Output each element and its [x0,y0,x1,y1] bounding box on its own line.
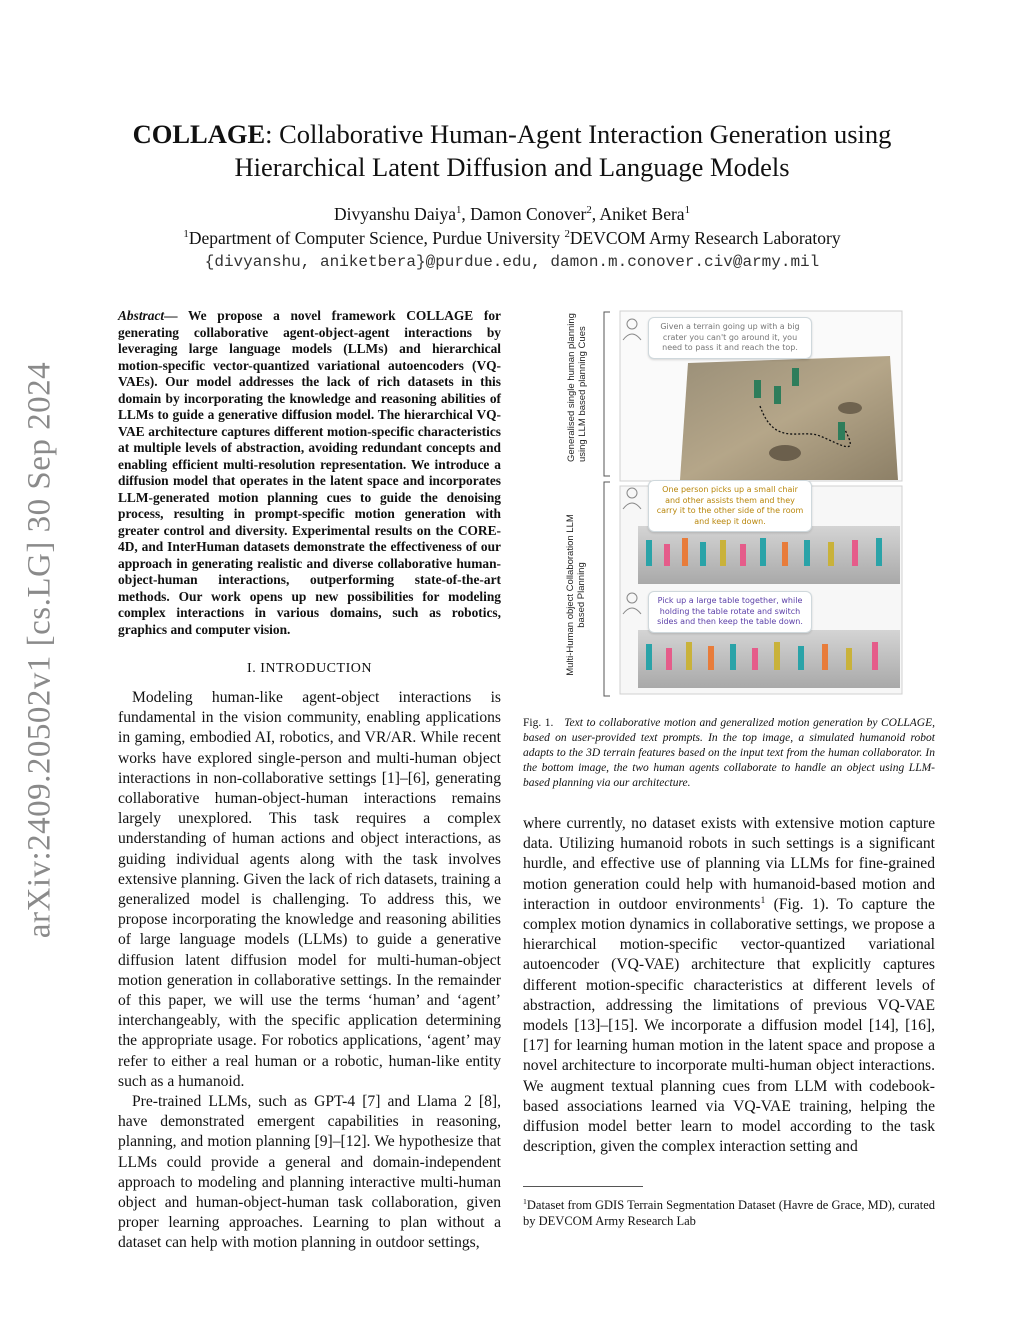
title-bold: COLLAGE [132,119,266,149]
figure-label-top-line2: using LLM based planning Cues [577,326,588,462]
render-strip-2 [638,630,900,688]
footnote-ref: 1 [760,894,766,906]
right-paragraph-1a: where currently, no dataset exists with extensive motion capture data. Utilizing humanoid robots in such settings is a significant hurdle, and effective use of planning via LLMs for fine-grained motion generation could help with humanoid-based motion and interaction in outdoor environments [523,815,935,913]
author-names [110,202,914,226]
caption-label: Fig. 1. [523,717,554,729]
arxiv-identifier: arXiv:2409.20502v1 [cs.LG] 30 Sep 2024 [21,361,58,939]
affil-2: DEVCOM Army Research Laboratory [569,228,841,248]
author-3-sup: 1 [684,204,690,217]
humanoid-2 [774,386,781,404]
crater [769,445,801,461]
intro-paragraph-2: Pre-trained LLMs, such as GPT-4 [7] and Llama 2 [8], have demonstrated emergent capabilities in reasoning, planning, and motion planning [9]–[12]. We hypothesize that LLMs could provide a general and domain-independent approach to modeling and planning interactive multi-human object and human-object-human task collaboration, given proper learning approaches. Learning to plan without a dataset can help with motion planning in outdoor settings, [118,1093,501,1252]
section-heading-introduction: I. INTRODUCTION [247,661,372,676]
title-rest: : Collaborative Human-Agent Interaction Generation using [265,119,892,149]
caption-text: Text to collaborative motion and generalized motion generation by COLLAGE, based on user-provided text prompts. In the top image, a simulated humanoid robot adapts to the 3D terrain features based on the input text from the human collaborator. In the bottom image, the two human agents collaborate to handle an object using LLM-based planning via our architecture. [523,717,936,789]
author-block [110,202,914,274]
figure-label-bottom-line2: based Planning [576,562,587,628]
terrain-image [680,356,898,480]
arxiv-sidebar [8,300,72,1000]
figure-caption [523,716,935,791]
author-emails: {divyanshu, aniketbera}@purdue.edu, damon.m.conover.civ@army.mil [204,253,820,271]
affil-1-sup: 1 [183,228,189,241]
figure-label-top-line1: Generalised single human planning [566,313,577,462]
bracket-top [604,312,610,476]
author-2-sup: 2 [586,204,592,217]
humanoid-4 [838,422,845,440]
affil-1: Department of Computer Science, Purdue University [188,228,565,248]
bracket-bottom [604,482,610,696]
figure-1 [560,308,905,700]
footnote-rule [523,1186,643,1187]
author-2: , Damon Conover [461,204,587,224]
paper-title [110,118,914,184]
author-1-sup: 1 [455,204,462,217]
prompt-bubble-3: Pick up a large table together, while holding the table rotate and switch sides and then keep the table down. [648,591,812,633]
render-strip-1 [638,526,900,584]
right-column-body [523,814,935,1157]
humanoid-3 [792,368,799,386]
prompt-bubble-1: Given a terrain going up with a big crater you can't go around it, you need to pass it and reach the top. [648,317,812,359]
left-column-body [118,688,501,1254]
footnote-number: 1 [523,1196,527,1206]
intro-paragraph-1: Modeling human-like agent-object interactions is fundamental in the vision community, enabling applications in gaming, embodied AI, robotics, and VR/AR. While recent works have explored single-person and multi-human object interactions in non-collaborative settings [1]–[6], generating collaborative human-object-human interactions remains largely unexplored. This task requires a complex understanding of human actions and object interactions, as guiding individual agents along with the task involves extensive planning. Given the lack of rich datasets, training a generalized model is challenging. To address this, we propose incorporating the knowledge and reasoning abilities of large language models (LLMs) to guide a generative diffusion latent diffusion model for multi-human-object motion generation in collaborative settings. In the remainder of this paper, we will use the terms ‘human’ and ‘agent’ interchangeably, with the specific application determining the appropriate usage. For robotics applications, ‘agent’ may refer to either a real human or a robotic, human-like entity such as a humanoid. [118,689,501,1090]
author-1: Divyanshu Daiya [333,204,456,224]
figure-label-bottom-line1: Multi-Human object Collaboration LLM [565,514,576,676]
prompt-bubble-2: One person picks up a small chair and other assists them and they carry it to the other side of the room and keep it down. [648,480,812,532]
footnote [523,1197,935,1229]
right-paragraph-1b: (Fig. 1). To capture the complex motion dynamics in collaborative settings, we propose a hierarchical motion-specific vector-quantized variational autoencoder (VQ-VAE) architecture that explicitly captures different motion-specific characteristics at different levels of abstraction, addressing the limitations of previous VQ-VAE models [13]–[15]. We incorporate a diffusion model [14], [16], [17] for learning human motion in the latent space and propose a novel architecture to incorporate multi-human object interactions. We augment textual planning cues from LLM with codebook-based associations learned via VQ-VAE training, helping the diffusion model better learn to model according to the task description, given the complex interaction setting and [523,895,935,1156]
abstract-label: Abstract [118,308,165,323]
abstract-text: — We propose a novel framework COLLAGE for generating collaborative agent-object-agent interactions by leveraging large language models (LLMs) and hierarchical motion-specific vector-quantized variational autoencoders (VQ-VAEs). Our model addresses the lack of rich datasets in this domain by incorporating the knowledge and reasoning abilities of LLMs to guide a generative diffusion model. The hierarchical VQ-VAE architecture captures different motion-specific characteristics at multiple levels of abstraction, avoiding redundant concepts and enabling efficient multi-resolution representation. We introduce a diffusion model that operates in the latent space and incorporates LLM-generated motion planning cues to guide the denoising process, resulting in prompt-specific motion generation with greater control and diversity. Experimental results on the CORE-4D, and InterHuman datasets demonstrate the effectiveness of our approach in generating realistic and diverse collaborative human-object-human interactions, outperforming state-of-the-art methods. Our work opens up new possibilities for modeling complex interactions in various domains, such as robotics, graphics and computer vision. [118,308,501,637]
affil-2-sup: 2 [564,228,570,241]
footnote-text: Dataset from GDIS Terrain Segmentation Dataset (Havre de Grace, MD), curated by DEVCOM Army Research Lab [523,1198,935,1228]
abstract [118,308,501,638]
title-line2: Hierarchical Latent Diffusion and Language Models [234,152,790,182]
affiliations [110,226,914,250]
right-paragraph-1 [523,814,935,1157]
author-3: , Aniket Bera [591,204,685,224]
humanoid-1 [754,380,761,398]
crater-2 [838,402,862,414]
